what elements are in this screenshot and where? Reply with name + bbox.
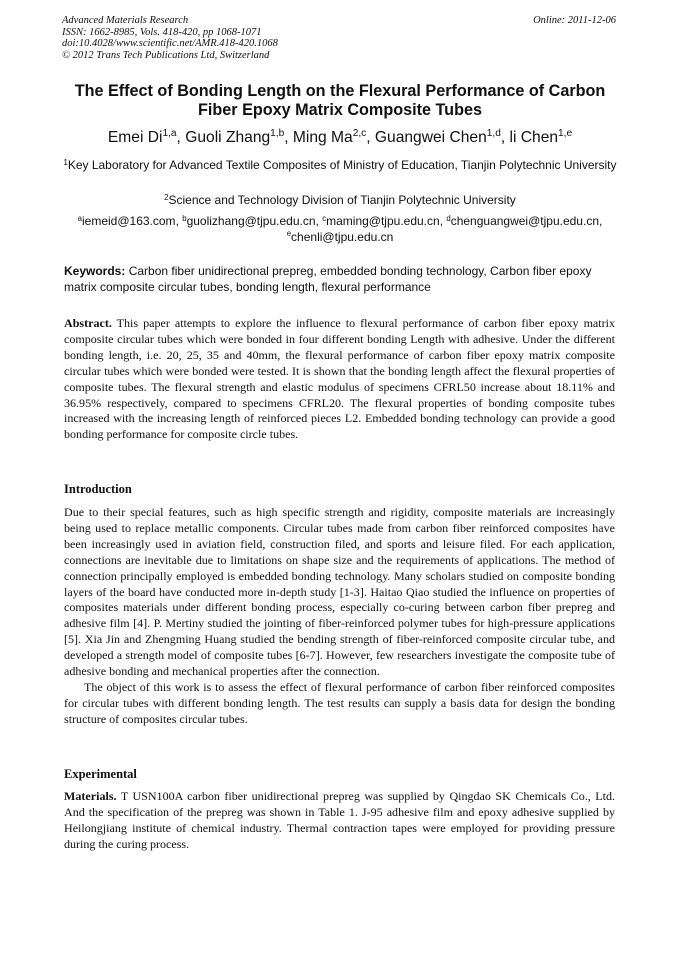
abstract-label: Abstract. <box>64 316 112 330</box>
introduction-paragraph-2: The object of this work is to assess the effect of flexural performance of carbon fiber reinforced composites for circular tubes with different bonding length. The test results can supply a basis data for design the bonding structure of composites circular tubes. <box>64 679 615 726</box>
author <box>185 129 284 146</box>
affiliation-2 <box>60 192 620 208</box>
email-address[interactable]: chenli@tjpu.edu.cn <box>291 229 394 244</box>
email-sup: c <box>322 213 327 223</box>
online-date: Online: 2011-12-06 <box>533 15 616 26</box>
introduction-heading: Introduction <box>64 482 132 496</box>
email-address[interactable]: guolizhang@tjpu.edu.cn <box>186 214 316 228</box>
author-sup: 1,e <box>558 128 573 140</box>
email-address[interactable]: chenguangwei@tjpu.edu.cn <box>450 214 599 228</box>
email[interactable] <box>322 214 439 228</box>
author-name: li Chen <box>509 129 559 146</box>
email[interactable] <box>446 214 599 228</box>
email[interactable] <box>182 214 315 228</box>
issn-line: ISSN: 1662-8985, Vols. 418-420, pp 1068-1071 <box>62 26 262 38</box>
email-address[interactable]: maming@tjpu.edu.cn <box>326 214 440 228</box>
title-line-2: Fiber Epoxy Matrix Composite Tubes <box>198 101 482 119</box>
author <box>375 129 501 146</box>
author-sup: 2,c <box>352 128 367 140</box>
doi-line: doi:10.4028/www.scientific.net/AMR.418-420.1068 <box>62 38 278 50</box>
keywords-label: Keywords: <box>64 264 126 278</box>
author-name: Guangwei Chen <box>374 129 487 146</box>
materials-paragraph <box>64 789 615 853</box>
keywords-block <box>64 263 616 295</box>
introduction-body <box>64 505 615 728</box>
email-sup: d <box>446 213 451 223</box>
author-name: Guoli Zhang <box>185 129 271 146</box>
title-line-1: The Effect of Bonding Length on the Flexural Performance of Carbon <box>74 82 606 100</box>
author <box>293 129 366 146</box>
email-sup: a <box>77 213 82 223</box>
author <box>108 129 177 146</box>
abstract-text: This paper attempts to explore the influence to flexural performance of carbon fiber epoxy matrix composite circular tubes which were bonded in four different bonding Length with adhesive. Under the different bonding length, i.e. 20, 25, 35 and 40mm, the flexural performance of carbon fiber epoxy matrix composite circular tubes which were bonded were tested. It is shown that the bonding length affect the flexural properties of composite tubes. The flexural strength and elastic modulus of specimens CFRL50 increase about 18.11% and 36.95% respectively, compared to specimens CFRL20. The flexural properties of bonding composite tubes increased with the increasing length of reinforced pieces L2. Embedded bonding technology can provide a good bonding performance for composite circle tubes. <box>64 316 616 442</box>
keywords-text: Carbon fiber unidirectional prepreg, embedded bonding technology, Carbon fiber epoxy matrix composite circular tubes, bonding length, flexural performance <box>64 264 592 294</box>
affiliation-1 <box>60 157 620 173</box>
journal-header <box>62 15 618 61</box>
journal-name: Advanced Materials Research <box>62 15 189 26</box>
author-list: Emei Di$^{1,a}$, Guoli Zhang$^{1,b}$, Ming Ma$^{2,c}$, Guangwei Chen$^{1,d}$, li Chen$^{1,e}$ <box>107 128 573 146</box>
author-sup: 1,a <box>162 128 177 140</box>
author-sup: 1,d <box>486 128 501 140</box>
materials-label: Materials. <box>64 789 117 803</box>
experimental-heading: Experimental <box>64 767 137 781</box>
email-list: $^a$iemeid@163.com, $^b$guolizhang@tjpu.edu.cn, $^c$maming@tjpu.edu.cn, $^d$chenguangwei@tjpu.edu.cn, $^e$chenli@tjpu.edu.cn <box>77 213 603 244</box>
materials-text: T USN100A carbon fiber unidirectional prepreg was supplied by Qingdao SK Chemicals Co., Ltd. And the specification of the prepreg was shown in Table 1. J-95 adhesive film and epoxy adhesive supplied by Heilongjiang institute of chemical industry. Thermal contraction tapes were employed for providing pressure during the curing process. <box>64 789 615 851</box>
email-sup: b <box>182 213 187 223</box>
affiliation-sup: 1 <box>63 157 68 167</box>
author <box>510 129 573 146</box>
copyright-line: © 2012 Trans Tech Publications Ltd, Switzerland <box>62 49 270 61</box>
affiliation-text: Science and Technology Division of Tianjin Polytechnic University <box>168 193 516 207</box>
email-sup: e <box>286 229 292 239</box>
paper-title <box>70 82 610 120</box>
email[interactable] <box>78 214 176 228</box>
affiliation-text: Key Laboratory for Advanced Textile Composites of Ministry of Education, Tianjin Polytechnic University <box>67 158 617 172</box>
author-sup: 1,b <box>270 128 285 140</box>
author-name: Emei Di <box>107 129 163 146</box>
author-name: Ming Ma <box>292 129 353 146</box>
abstract-block <box>64 316 615 443</box>
email-address[interactable]: iemeid@163.com <box>82 214 176 228</box>
introduction-paragraph-1: Due to their special features, such as high specific strength and rigidity, composite materials are increasingly being used to replace metallic components. Circular tubes made from carbon fiber reinforced composites have been increasingly used in aviation field, construction filed, and sports and leisure filed. For each application, connections are inevitable due to limitations on shape size and the requirements of applications. The method of connection principally employed is embedded bonding technology. Many scholars studied on composite bonding layers of the board have conducted more in-depth study [1-3]. Haitao Qiao studied the influence on properties of composites materials under different bonding process, especially co-curing between carbon fiber prepreg and adhesive film [4]. P. Mertiny studied the jointing of fiber-reinforced polymer tubes for high-pressure applications [5]. Xia Jin and Zhengming Huang studied the bending strength of fiber-reinforced composite circular tube, and developed a strength model of composite tubes [6-7]. However, few researchers investigate the composite tube of adhesive bonding and mechanical properties after the connection. <box>64 505 615 679</box>
email[interactable] <box>287 230 394 244</box>
affiliation-sup: 2 <box>164 192 169 202</box>
